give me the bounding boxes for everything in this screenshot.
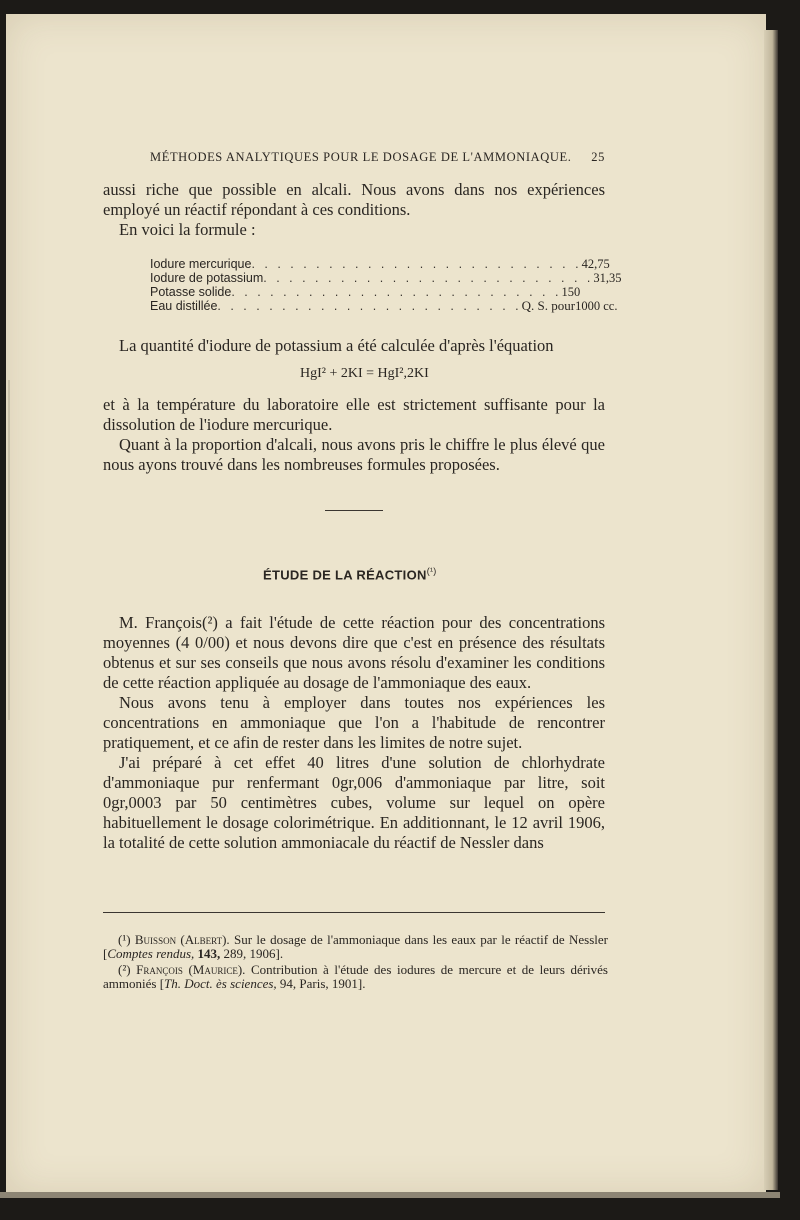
footnote-mark: (²) — [118, 962, 131, 977]
section-note-ref: (¹) — [426, 566, 437, 576]
footnote-pages: 289, 1906]. — [223, 946, 284, 961]
intro-paragraph: aussi riche que possible en alcali. Nous avons dans nos expériences employé un réactif répondant à ces conditions. — [103, 180, 605, 219]
formula-ingredient: Iodure mercurique — [150, 257, 252, 271]
page-number: 25 — [591, 150, 605, 164]
formula-row — [150, 271, 622, 285]
formula-ingredient: Iodure de potassium — [150, 271, 264, 285]
page-bottom-edge — [0, 1192, 780, 1198]
leader-dots: . . . . . . . . . . . . . . . . . . . . . . . . . . — [251, 257, 582, 271]
page-edge — [764, 30, 778, 1190]
formula-value: 42,75 — [581, 257, 610, 271]
leader-dots: . . . . . . . . . . . . . . . . . . . . . . . . — [217, 299, 522, 313]
footnote-journal: Th. Doct. ès sciences, — [164, 976, 277, 991]
calc-paragraph: La quantité d'iodure de potassium a été calculée d'après l'équation — [119, 336, 554, 355]
footnote-author: François (Maurice). — [136, 962, 246, 977]
formula-row — [150, 298, 618, 313]
footnote-text: Sur le dosage de l'ammoniaque dans les eaux par le réactif de Nessler — [233, 932, 609, 947]
reaction-study-block — [103, 613, 605, 853]
footnote-rule — [103, 912, 605, 913]
footnote-journal: Comptes rendus, — [107, 946, 195, 961]
footnote-mark: (¹) — [118, 932, 131, 947]
intro-block — [103, 180, 605, 240]
calc-paragraph-block — [103, 336, 605, 356]
formula-qs: Q. S. pour — [521, 298, 576, 313]
formula-row — [150, 257, 610, 271]
formula-value: 1000 cc. — [575, 299, 618, 313]
paragraph-concentrations: Nous avons tenu à employer dans toutes nos expériences les concentrations en ammoniaque que l'on a l'habitude de rencontrer pratiquement, et ce afin de rester dans les limites de notre sujet. — [103, 693, 605, 752]
paragraph-francois: M. François(²) a fait l'étude de cette réaction pour des concentrations moyennes (4 0/00) et nous devons dire que c'est en présence des résultats obtenus et sur ses conseils que nous avons résolu d'examiner les conditions de cette réaction appliquée au dosage de l'ammoniaque des eaux. — [103, 613, 605, 692]
formula-row — [150, 285, 581, 299]
footnotes — [103, 933, 608, 993]
running-title: MÉTHODES ANALYTIQUES POUR LE DOSAGE DE L'AMMONIAQUE. — [150, 150, 572, 164]
formula-intro: En voici la formule : — [119, 220, 256, 239]
formula-value: 31,35 — [593, 271, 622, 285]
temperature-block — [103, 395, 605, 475]
reagent-formula-table — [150, 257, 622, 313]
section-title-text: ÉTUDE DE LA RÉACTION — [263, 567, 427, 583]
footnote-volume: 143, — [197, 946, 221, 961]
footnote-text: Contribution à l'étude des iodures de mercure et de leurs dérivés ammoniés — [103, 962, 608, 991]
formula-value: 150 — [561, 285, 581, 299]
section-title — [263, 566, 437, 582]
leader-dots: . . . . . . . . . . . . . . . . . . . . . . . . . . — [263, 271, 594, 285]
paragraph-preparation: J'ai préparé à cet effet 40 litres d'une solution de chlorhydrate d'ammoniaque pur renfermant 0gr,006 d'ammoniaque par litre, soit 0gr,0003 par 50 centimètres cubes, volume sur lequel on opère habituellement le dosage colorimétrique. En additionnant, le 12 avril 1906, la totalité de cette solution ammoniacale du réactif de Nessler dans — [103, 753, 605, 852]
formula-ingredient: Potasse solide — [150, 285, 232, 299]
leader-dots: . . . . . . . . . . . . . . . . . . . . . . . . . . — [231, 285, 562, 299]
footnote-1: (¹) Buisson (Albert). Sur le dosage de l'ammoniaque dans les eaux par le réactif de Nessler [Comptes rendus, 143, 289, 1906]. — [103, 932, 609, 961]
footnote-2: (²) François (Maurice). Contribution à l'étude des iodures de mercure et de leurs dérivés ammoniés [Th. Doct. ès sciences, 94, Paris, 1901]. — [103, 962, 608, 991]
running-head — [150, 150, 605, 165]
binding-mark — [8, 380, 10, 720]
formula-ingredient: Eau distillée — [150, 299, 218, 313]
footnote-author: Buisson (Albert). — [134, 932, 230, 947]
chemical-equation: HgI² + 2KI = HgI²,2KI — [300, 366, 429, 381]
alcali-paragraph: Quant à la proportion d'alcali, nous avons pris le chiffre le plus élevé que nous ayons trouvé dans les nombreuses formules proposées. — [103, 435, 605, 474]
temperature-paragraph: et à la température du laboratoire elle est strictement suffisante pour la dissolution de l'iodure mercurique. — [103, 395, 605, 434]
footnote-pages: 94, Paris, 1901]. — [279, 976, 366, 991]
section-divider — [325, 510, 383, 511]
